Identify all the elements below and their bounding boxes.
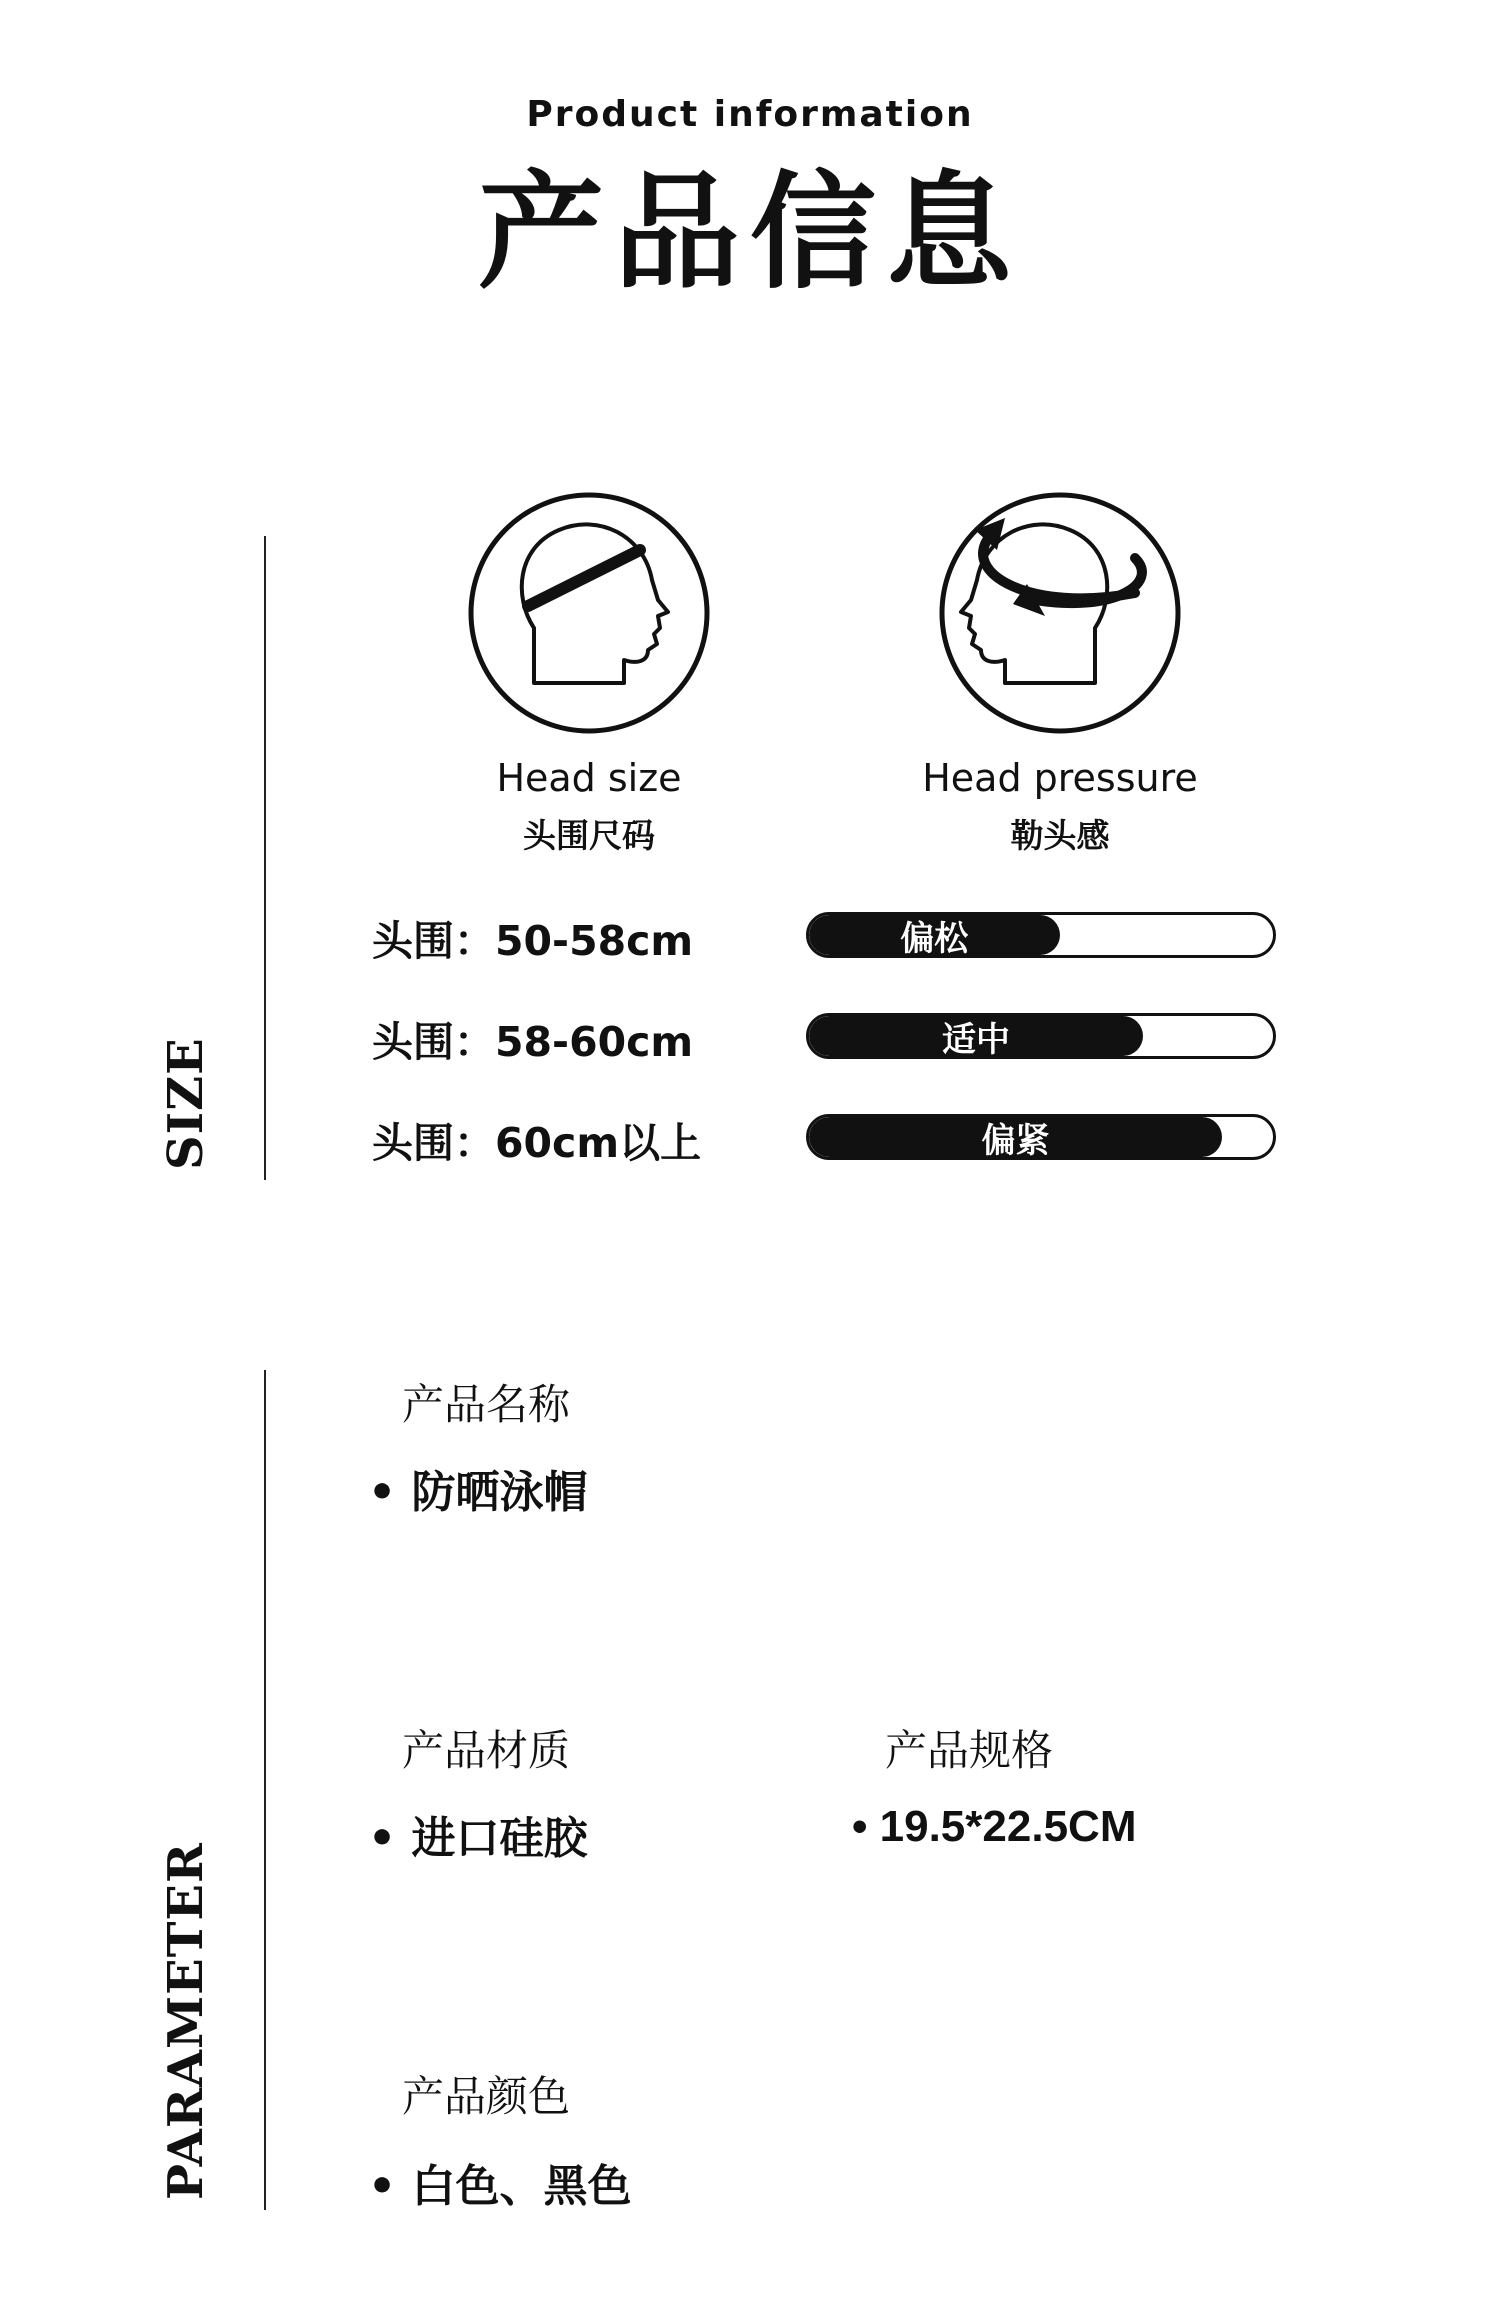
size-row-label: 头围：50-58cm bbox=[372, 917, 694, 965]
size-row-label: 头围：58-60cm bbox=[372, 1018, 694, 1066]
pressure-bar-label: 适中 bbox=[942, 1019, 1011, 1059]
product-name-text: 防晒泳帽 bbox=[411, 1467, 588, 1518]
bullet: • bbox=[368, 1467, 397, 1518]
head-size-icon bbox=[464, 488, 714, 738]
head-pressure-caption-cn: 勒头感 bbox=[1010, 816, 1110, 855]
product-material-text: 进口硅胶 bbox=[411, 1813, 588, 1864]
pressure-bar-label: 偏松 bbox=[900, 918, 969, 958]
head-pressure-caption: Head pressure bbox=[922, 756, 1198, 800]
bullet: • bbox=[368, 2161, 397, 2212]
product-color-text: 白色、黑色 bbox=[411, 2161, 632, 2212]
product-color-value bbox=[368, 2150, 631, 2214]
pressure-bar bbox=[806, 912, 1276, 958]
size-side-label: SIZE bbox=[158, 1037, 214, 1170]
bullet: • bbox=[368, 1813, 397, 1864]
product-name-value bbox=[368, 1456, 587, 1520]
head-size-caption: Head size bbox=[496, 756, 682, 800]
bullet: • bbox=[852, 1802, 868, 1851]
pressure-bar-label: 偏紧 bbox=[981, 1120, 1050, 1160]
product-color-label: 产品颜色 bbox=[402, 2072, 571, 2121]
parameter-divider bbox=[264, 1370, 266, 2210]
head-size-caption-cn: 头围尺码 bbox=[523, 816, 655, 855]
product-spec-value bbox=[852, 1802, 1136, 1852]
product-name-label: 产品名称 bbox=[402, 1380, 571, 1429]
pressure-bar bbox=[806, 1114, 1276, 1160]
product-material-label: 产品材质 bbox=[402, 1726, 571, 1775]
page-title: 产品信息 bbox=[478, 159, 1022, 306]
pressure-bar bbox=[806, 1013, 1276, 1059]
product-spec-label: 产品规格 bbox=[885, 1726, 1054, 1775]
page-subtitle: Product information bbox=[526, 94, 974, 135]
size-divider bbox=[264, 536, 266, 1180]
product-material-value bbox=[368, 1802, 587, 1866]
parameter-side-label: PARAMETER bbox=[158, 1842, 214, 2200]
size-row-label: 头围：60cm以上 bbox=[372, 1119, 702, 1167]
product-spec-text: 19.5*22.5CM bbox=[879, 1802, 1137, 1851]
head-pressure-icon bbox=[935, 488, 1185, 738]
